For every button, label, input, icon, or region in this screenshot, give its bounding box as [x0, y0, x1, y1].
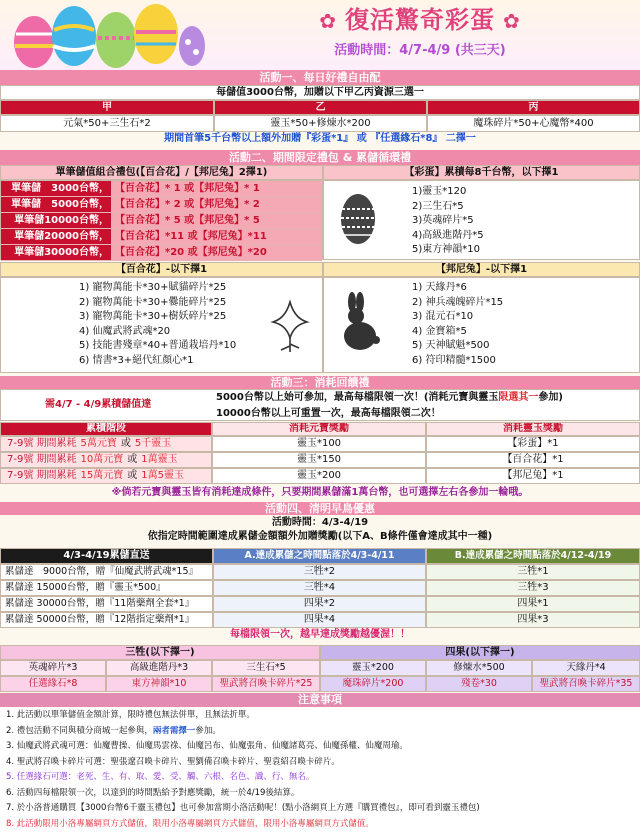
direct-bonus: 累儲達 15000台幣，贈『靈玉*500』	[0, 580, 213, 596]
lingyu-reward: 【彩蛋】*1	[426, 436, 640, 452]
egg-reward-item: 2)三生石*5	[412, 200, 464, 212]
act3-info	[0, 389, 640, 421]
stage-cell	[0, 468, 212, 484]
lily-reward-item: 1) 寵物萬能卡*30+賦貓碎片*25	[79, 282, 227, 293]
note-item	[6, 820, 374, 829]
note-item	[6, 804, 480, 813]
lily-reward-item: 5) 技能書殘章*40+普通栽培丹*10	[79, 340, 237, 351]
pack-choice: 【百合花】*20 或【邦尼兔】*20	[111, 245, 322, 260]
stage-period: 7-9號 期間累耗	[7, 438, 77, 449]
pack-row	[1, 197, 322, 213]
note-item	[6, 727, 221, 736]
stage-lingyu: 5千靈玉	[134, 438, 172, 449]
sansheng-option: 高級進階丹*3	[106, 660, 212, 676]
offering-head-row	[0, 645, 640, 660]
act1-head-row	[0, 100, 640, 115]
egg-reward-item: 4)高級進階丹*5	[412, 229, 484, 241]
egg-reward-item: 3)英魂碎片*5	[412, 215, 474, 226]
bunny-reward-item: 4) 金寶箱*5	[412, 325, 467, 337]
act4-time: 活動時間：4/3-4/19	[271, 517, 369, 528]
condition-a-reward: 三牲*2	[213, 564, 426, 580]
offering-row	[0, 660, 640, 676]
lingyu-reward: 【百合花】*1	[426, 452, 640, 468]
stage-period: 7-9號 期間累耗	[7, 454, 77, 465]
stage-cell	[0, 436, 212, 452]
stage-lingyu: 1萬5靈玉	[141, 470, 184, 481]
lily-reward-item: 3) 寵物萬能卡*30+樹妖碎片*25	[79, 311, 227, 322]
act4-intro: 依指定時間範圍達成累儲金額額外加贈獎勵(以下A、B條件僅會達成其中一種)	[147, 531, 493, 542]
pack-choice: 【百合花】* 5 或【邦尼兔】* 5	[111, 213, 322, 228]
siguo-option: 天緣丹*4	[532, 660, 640, 676]
egg-panel	[323, 180, 640, 260]
note-text: 8. 此活動限用小洛專屬網頁方式儲值，限用小洛專屬網頁方式儲值，限用小洛專屬網頁方式儲值。	[6, 818, 374, 829]
yuanbao-reward-head: 消耗元寶獎勵	[212, 422, 426, 436]
lingyu-reward-head: 消耗靈玉獎勵	[426, 422, 640, 436]
lily-panel	[0, 277, 323, 373]
sansheng-option: 聖武將召喚卡碎片*25	[212, 676, 320, 692]
lily-reward-list	[79, 281, 236, 368]
stage-lingyu: 1萬靈玉	[141, 454, 178, 465]
sansheng-option: 東方神韻*10	[106, 676, 212, 692]
pack-choice: 【百合花】*11 或【邦尼兔】*11	[111, 229, 322, 244]
lily-reward-item: 4) 仙魔武將武魂*20	[79, 325, 171, 337]
act1-value-b: 靈玉*50+修煉水*200	[214, 115, 427, 132]
act4-mid-note: 每檔限領一次，越早達成獎勵越優渥！！	[230, 629, 410, 640]
note-highlight: 兩者需擇一	[152, 725, 196, 736]
bunny-reward-item: 6) 符印精髓*1500	[412, 354, 496, 366]
stage-yuanbao: 10萬元寶	[80, 454, 124, 465]
act1-banner: 活動一、每日好禮自由配	[0, 70, 640, 85]
egg-icon	[338, 191, 378, 247]
bunny-reward-item: 5) 天神賦魁*500	[412, 340, 490, 351]
stage-yuanbao: 15萬元寶	[80, 470, 124, 481]
condition-b-reward: 四果*1	[426, 596, 640, 612]
note-text-end: 參加。	[195, 725, 221, 736]
pack-table	[0, 180, 323, 260]
stage-or: 或	[120, 438, 131, 449]
condition-a-head: A.達成累儲之時間點落於4/3-4/11	[213, 548, 426, 564]
sansheng-head: 三牲(以下擇一)	[0, 645, 320, 660]
direct-bonus-head: 4/3-4/19累儲直送	[0, 548, 213, 564]
yuanbao-reward: 靈玉*100	[212, 436, 426, 452]
stage-cell	[0, 452, 212, 468]
bunny-reward-item: 1) 天緣丹*6	[412, 282, 467, 293]
pack-column-head: 單筆儲值組合禮包(【百合花】/【邦尼兔】2擇1)	[0, 165, 323, 180]
bunny-reward-list	[412, 281, 503, 368]
act3-note: ※倘若元寶與靈玉皆有消耗達成條件，只要期間累儲滿1萬台幣，也可選擇左右各參加一輪哦。	[111, 487, 529, 498]
pack-row	[1, 181, 322, 197]
act4-row	[0, 564, 640, 580]
act1-value-row	[0, 115, 640, 132]
bunny-reward-item: 3) 混元石*10	[412, 311, 474, 322]
act3-row	[0, 452, 640, 468]
stage-period: 7-9號 期間累耗	[7, 470, 77, 481]
note-item	[6, 789, 299, 798]
page-title: ✿ 復活驚奇彩蛋 ✿	[319, 6, 521, 34]
act4-row	[0, 580, 640, 596]
lily-reward-item: 6) 情書*3+絕代紅顏心*1	[79, 354, 194, 366]
act4-banner: 活動四、清明早鳥優惠	[0, 502, 640, 515]
egg-reward-item: 5)東方神韻*10	[412, 244, 480, 255]
condition-b-reward: 三牲*1	[426, 564, 640, 580]
offering-row	[0, 676, 640, 692]
egg-reward-item: 1)靈玉*120	[412, 186, 467, 197]
stage-yuanbao: 5萬元寶	[80, 438, 117, 449]
yuanbao-reward: 靈玉*150	[212, 452, 426, 468]
pack-row	[1, 213, 322, 229]
act2-banner: 活動二、期間限定禮包 & 累儲循環禮	[0, 150, 640, 165]
pack-amount: 單筆儲 3000台幣，	[1, 181, 111, 196]
bunny-panel	[323, 277, 640, 373]
bunny-head: 【邦尼兔】-以下擇1	[323, 262, 640, 277]
lily-head: 【百合花】-以下擇1	[0, 262, 323, 277]
pack-amount: 單筆儲 5000台幣，	[1, 197, 111, 212]
note-text: 3. 仙魔武將武魂可選：仙魔曹操、仙魔馬雲祿、仙魔呂布、仙魔張角、仙魔諸葛亮、仙魔孫權、仙魔周瑜。	[6, 741, 408, 751]
act3-row	[0, 436, 640, 452]
act2-sub-head-row	[0, 262, 640, 277]
pack-row	[1, 229, 322, 245]
note-item	[6, 711, 255, 720]
note-text: 6. 活動四每檔限領一次，以達到的時間點給予對應獎勵，統一於4/19後結算。	[6, 787, 300, 798]
condition-a-reward: 四果*4	[213, 612, 426, 628]
act1-extra-bonus: 期間首筆5千台幣以上額外加贈『彩蛋*1』 或 『任選緣石*8』 二擇一	[164, 133, 476, 144]
act1-head-c: 丙	[427, 100, 640, 115]
note-text: 7. 於小洛普通購買【3000台幣6千靈玉禮包】也可參加當期小洛活動呢！(點小洛網頁上方選『購買禮包』，即可看到靈玉禮包)	[6, 803, 480, 813]
sansheng-option: 任選緣石*8	[0, 676, 106, 692]
lily-flower-icon	[269, 298, 311, 354]
pack-amount: 單筆儲30000台幣，	[1, 245, 111, 260]
act4-head-row	[0, 548, 640, 564]
act4-row	[0, 612, 640, 628]
stage-or: 或	[127, 454, 138, 465]
sansheng-option: 英魂碎片*3	[0, 660, 106, 676]
act1-intro-row	[0, 85, 640, 100]
act1-head-b: 乙	[214, 100, 427, 115]
stage-head: 累積階段	[0, 422, 212, 436]
siguo-option: 靈玉*200	[320, 660, 426, 676]
note-text: 2. 禮包活動不同與積分商城一起參與，	[6, 725, 153, 736]
condition-a-reward: 三牲*4	[213, 580, 426, 596]
lily-reward-item: 2) 寵物萬能卡*30+爨能碎片*25	[79, 296, 227, 308]
pack-amount: 單筆儲10000台幣，	[1, 213, 111, 228]
note-item	[6, 773, 314, 782]
act1-value-a: 元氣*50+三生石*2	[0, 115, 214, 132]
act3-requirement: 需4/7 - 4/9累積儲值達	[45, 399, 152, 410]
sansheng-option: 三生石*5	[212, 660, 320, 676]
act4-row	[0, 596, 640, 612]
condition-a-reward: 四果*2	[213, 596, 426, 612]
event-period: 活動時間：4/7-4/9 (共三天)	[334, 43, 506, 58]
note-item	[6, 758, 340, 767]
notes-banner: 注意事項	[0, 693, 640, 707]
condition-b-reward: 四果*3	[426, 612, 640, 628]
bunny-reward-item: 2) 神兵魂魄碎片*15	[412, 296, 504, 308]
act3-rule-line-2: 10000台幣以上可重置一次，最高每檔限領二次！	[216, 408, 441, 419]
act1-head-a: 甲	[0, 100, 214, 115]
yuanbao-reward: 靈玉*200	[212, 468, 426, 484]
act3-row	[0, 468, 640, 484]
egg-column-head: 【彩蛋】累積每8千台幣，以下擇1	[323, 165, 640, 180]
note-text: 5. 任選緣石可選：老死、生、有、取、愛、受、觸、六根、名色、識、行、無名。	[6, 772, 315, 782]
notes-panel	[0, 707, 640, 836]
siguo-option: 聖武將召喚卡碎片*35	[532, 676, 640, 692]
act3-rule-line-1: 5000台幣以上始可參加，最高每檔限領一次！(消耗元寶與靈玉限選其一參加)	[216, 392, 563, 403]
act2-head-row	[0, 165, 640, 180]
header	[0, 0, 640, 70]
pack-choice: 【百合花】* 1 或【邦尼兔】* 1	[111, 181, 322, 196]
siguo-option: 殘卷*30	[426, 676, 532, 692]
siguo-option: 魔珠碎片*200	[320, 676, 426, 692]
condition-b-reward: 三牲*3	[426, 580, 640, 596]
act1-value-c: 魔珠碎片*50+心魔幣*400	[427, 115, 640, 132]
act1-intro: 每儲值3000台幣，加贈以下甲乙丙資源三選一	[0, 85, 640, 100]
condition-b-head: B.達成累儲之時間點落於4/12-4/19	[426, 548, 640, 564]
direct-bonus: 累儲達 30000台幣，贈『11階藥劑全套*1』	[0, 596, 213, 612]
lingyu-reward: 【邦尼兔】*1	[426, 468, 640, 484]
siguo-head: 四果(以下擇一)	[320, 645, 640, 660]
siguo-option: 修煉水*500	[426, 660, 532, 676]
act3-head-row	[0, 422, 640, 436]
bunny-icon	[336, 292, 382, 354]
direct-bonus: 累儲達 50000台幣，贈『12階指定藥劑*1』	[0, 612, 213, 628]
easter-eggs-illustration	[6, 2, 206, 70]
pack-choice: 【百合花】* 2 或【邦尼兔】* 2	[111, 197, 322, 212]
stage-or: 或	[127, 470, 138, 481]
note-text: 1. 此活動以單筆儲值金額計算，限時禮包無法併單，且無法折單。	[6, 710, 255, 720]
act3-banner: 活動三：消耗回饋禮	[0, 376, 640, 389]
pack-row	[1, 245, 322, 261]
pack-amount: 單筆儲20000台幣，	[1, 229, 111, 244]
egg-reward-list	[412, 185, 484, 258]
note-item	[6, 742, 408, 751]
note-text: 4. 聖武將召喚卡碎片可選：聖張遼召喚卡碎片、聖劉備召喚卡碎片、聖袁紹召喚卡碎片。	[6, 756, 340, 767]
direct-bonus: 累儲達 9000台幣，贈『仙魔武將武魂*15』	[0, 564, 213, 580]
